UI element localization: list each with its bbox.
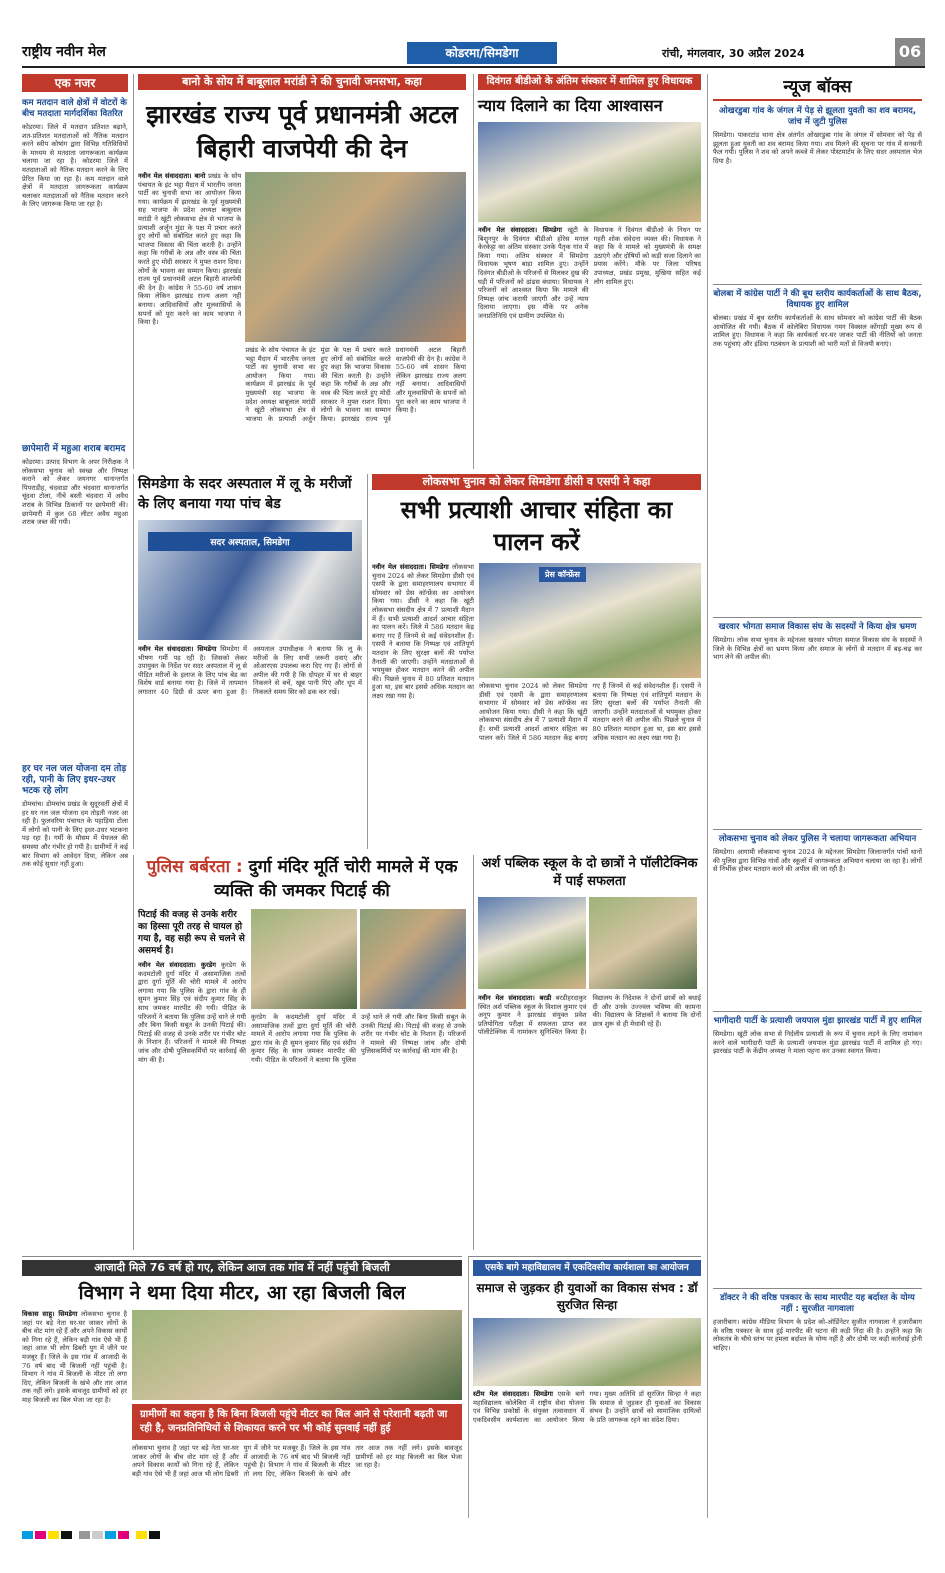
- article-youth: [468, 1256, 701, 1518]
- box-headline-1: ओखरडुबा गांव के जंगल में पेड़ से झूलता युवती का शव बरामद, जांच में जुटी पुलिस: [718, 106, 917, 127]
- issue-date: रांची, मंगलवार, 30 अप्रैल 2024: [662, 47, 805, 60]
- brief-headline-1: कम मतदान वाले क्षेत्रों में वोटरों के बीच मतदाता मार्गदर्शिका वितरित: [22, 98, 127, 119]
- box-text-6: हजारीबाग। कांग्रेस मीडिया विभाग के प्रदेश को-ऑर्डिनेटर सुजीत नागवाला ने हजारीबाग के वरिष्ठ पत्रकार के साथ हुई मारपीट की घटना की कड़ी निंदा की है। उन्होंने कहा कि लोकतंत्र के चौथे स्तंभ पर हमला बर्दाश्त के योग्य नहीं है और दोषी पर कड़ी कार्रवाई होनी चाहिए।: [713, 1318, 922, 1352]
- funeral-photo: [478, 122, 701, 222]
- press-banner: प्रेस कॉन्फ्रेंस: [539, 567, 586, 582]
- article-body: नवीन मेल संवाददाता। बरडी बरडीहरदाकुर स्थित अर्श पब्लिक स्कूल के विशाल कुमार एवं अनूप कुमार ने झारखंड संयुक्त प्रवेश प्रतियोगिता परीक्षा में सफलता प्राप्त कर पॉलीटेक्निक में नामांकन सुनिश्चित किया है। विद्यालय के निदेशक ने दोनों छात्रों को बधाई दी और उनके उज्ज्वल भविष्य की कामना की। विद्यालय के शिक्षकों ने बताया कि दोनों छात्र शुरू से ही मेधावी रहे हैं।: [478, 994, 701, 1037]
- pull-quote: पिटाई की वजह से उनके शरीर का हिस्सा पूरी तरह से घायल हो गया है, वह सही रूप से चलने से असमर्थ है।: [138, 910, 245, 956]
- article-body: स्टीम मेल संवाददाता। सिमडेगा एसके बागे महाविद्यालय कोलेबिरा में राष्ट्रीय सेवा योजना एवं विभिन्न प्रकोष्ठों के संयुक्त तत्वावधान में एकदिवसीय कार्यशाला का आयोजन किया गया। मुख्य अतिथि डॉ सुरजित सिन्हा ने कहा कि समाज से जुड़कर ही युवाओं का विकास संभव है। उन्होंने छात्रों को सामाजिक दायित्वों के प्रति जागरूक रहने का संदेश दिया।: [473, 1390, 701, 1424]
- villagers-photo: [132, 1310, 462, 1400]
- box-text-4: सिमडेगा। आगामी लोकसभा चुनाव 2024 के मद्देनजर सिमडेगा जिलान्तर्गत पांचों थानों की पुलिस द्वारा विभिन्न गांवों और स्कूलों में जागरूकता अभियान चलाया जा रहा है। लोगों से निर्भीक होकर मतदान करने की अपील की जा रही है।: [713, 848, 922, 874]
- article-hospital: [133, 474, 362, 849]
- article-bdo: [473, 74, 701, 469]
- article-headline: झारखंड राज्य पूर्व प्रधानमंत्री अटल बिहारी वाजपेयी की देन: [146, 100, 458, 163]
- headline-rest: दुर्गा मंदिर मूर्ति चोरी मामले में एक व्यक्ति की जमकर पिटाई की: [214, 857, 458, 901]
- article-body: नवीन मेल संवाददाता। सिमडेगा खूंटी के बिशुनपुर के दिवंगत बीडीओ होरेस मनाल केरकेट्टा का अंतिम संस्कार उनके पैतृक गांव में किया गया। अंतिम संस्कार में सिमडेगा विधायक भूषण बाड़ा शामिल हुए। उन्होंने दिवंगत बीडीओ के परिजनों से मिलकर दुख की घड़ी में परिजनों को ढांढस बंधाया। विधायक ने परिजनों को आश्वस्त किया कि मामले की निष्पक्ष जांच करायी जाएगी और उन्हें न्याय दिलाया जाएगा। इस मौके पर अनेक जनप्रतिनिधि एवं ग्रामीण उपस्थित थे।: [478, 226, 589, 320]
- box-headline-4: लोकसभा चुनाव को लेकर पुलिस ने चलाया जागरूकता अभियान: [718, 834, 917, 844]
- page-number: 06: [895, 38, 925, 66]
- article-body-continued: लोकसभा चुनाव है जहां पर बड़े नेता घर-घर जाकर लोगों के बीच वोट मांग रहे हैं और अपने विकास कार्यों को गिना रहे हैं, लेकिन बड़ी गांव ऐसे भी हैं जहां आज भी लोग ढिबरी युग में जीने पर मजबूर हैं। जिले के इस गांव में आजादी के 76 वर्ष बाद भी बिजली नहीं पहुंची है। विभाग ने गांव में बिजली के मीटर तो लगा दिए, लेकिन बिजली के खंभे और तार आज तक नहीं लगे। इसके बावजूद ग्रामीणों को हर माह बिजली का बिल भेजा जा रहा है।: [132, 1444, 462, 1478]
- article-headline: [138, 855, 466, 903]
- quote-box: ग्रामीणों का कहना है कि बिना बिजली पहुंचे मीटर का बिल आने से परेशानी बढ़ती जा रही है, जनप्रतिनिधियों से शिकायत करने पर भी कोई सुनवाई नहीं हुई: [132, 1404, 462, 1440]
- rally-photo: [245, 172, 466, 342]
- article-body: नवीन मेल संवाददाता। कुरडेग कुरडेग के कदमटोली दुर्गा मंदिर में असामाजिक तत्वों द्वारा दुर्गा मूर्ति की चोरी मामले में आरोप लगाया गया कि पुलिस के द्वारा गांव के ही सुमन कुमार सिंह एवं संदीप कुमार सिंह के साथ जमकर मारपीट की गयी। पीड़ित के परिजनों ने बताया कि पुलिस उन्हें थाने ले गयी और बिना किसी सबूत के उनकी पिटाई की। पिटाई की वजह से उनके शरीर पर गंभीर चोट के निशान हैं। परिजनों ने मामले की निष्पक्ष जांच और दोषी पुलिसकर्मियों पर कार्रवाई की मांग की है।: [138, 961, 246, 1064]
- victim-photo: [251, 909, 357, 1009]
- hospital-signboard: सदर अस्पताल, सिमडेगा: [148, 532, 352, 551]
- article-kicker: बानो के सोय में बाबूलाल मरांडी ने की चुनावी जनसभा, कहा: [138, 74, 466, 90]
- hospital-photo: [138, 520, 362, 640]
- masthead: [22, 38, 925, 68]
- brief-headline-3: हर घर नल जल योजना दम तोड़ रही, पानी के लिए इधर-उधर भटक रहे लोग: [22, 764, 127, 796]
- article-headline: अर्श पब्लिक स्कूल के दो छात्रों ने पॉलीटेक्निक में पाई सफलता: [481, 856, 698, 889]
- article-headline: सभी प्रत्याशी आचार संहिता का पालन करें: [400, 496, 673, 556]
- article-kicker: एसके बागे महाविद्यालय में एकदिवसीय कार्यशाला का आयोजन: [473, 1260, 701, 1276]
- brief-text-2: कोडरमा। उत्पाद विभाग के अपर निरीक्षक ने लोकसभा चुनाव को स्वच्छ और निष्पक्ष कराने को लेकर जयनगर थानान्तर्गत पिपराडीह, चंदवाडा और चंदवारा थानान्तर्गत चूंदवा टोला, नीचे बस्ती चंदवारा में अवैध शराब के विभिन्न ठिकानों पर छापेमारी की। छापेमारी में कुल 68 लीटर अवैध महुआ शराब जब्त की गयी।: [22, 458, 128, 527]
- article-code-of-conduct: [367, 474, 701, 849]
- article-kicker: दिवंगत बीडीओ के अंतिम संस्कार में शामिल हुए विधायक: [478, 74, 701, 90]
- article-headline: विभाग ने थमा दिया मीटर, आ रहा बिजली बिल: [78, 1282, 406, 1304]
- box-headline-3: खरवार भोगता समाज विकास संघ के सदस्यों ने किया क्षेत्र भ्रमण: [718, 622, 917, 632]
- article-byline: नवीन मेल संवाददाता। बानो: [138, 172, 206, 180]
- article-headline: समाज से जुड़कर ही युवाओं का विकास संभव : डॉ सुरजित सिन्हा: [476, 1281, 698, 1312]
- news-box-column: [707, 74, 922, 1518]
- box-headline-2: बोलबा में कांग्रेस पार्टी ने की बूथ स्तरीय कार्यकर्ताओं के साथ बैठक, विधायक हुए शामिल: [713, 289, 922, 310]
- article-body-continued: विधायक ने दिवंगत बीडीओ के निधन पर गहरी शोक संवेदना व्यक्त की। विधायक ने कहा कि वे मामले को मुख्यमंत्री के समक्ष उठाएंगे और दोषियों को कड़ी सजा दिलाने का प्रयास करेंगे। मौके पर जिला परिषद उपाध्यक्ष, प्रखंड प्रमुख, मुखिया सहित कई लोग शामिल हुए।: [593, 226, 701, 286]
- article-electricity: [22, 1256, 462, 1518]
- article-body-continued: कुरडेग के कदमटोली दुर्गा मंदिर में असामाजिक तत्वों द्वारा दुर्गा मूर्ति की चोरी मामले में आरोप लगाया गया कि पुलिस के द्वारा गांव के ही सुमन कुमार सिंह एवं संदीप कुमार सिंह के साथ जमकर मारपीट की गयी। पीड़ित के परिजनों ने बताया कि पुलिस उन्हें थाने ले गयी और बिना किसी सबूत के उनकी पिटाई की। पिटाई की वजह से उनके शरीर पर गंभीर चोट के निशान हैं। परिजनों ने मामले की निष्पक्ष जांच और दोषी पुलिसकर्मियों पर कार्रवाई की मांग की है।: [251, 1013, 466, 1064]
- news-box-title: न्यूज बॉक्स: [783, 77, 852, 97]
- article-vajpayee: [133, 74, 466, 469]
- brief-text-1: कोडरमा। जिले में मतदान प्रतिशत बढ़ाने, शत-प्रतिशत मतदाताओं को नैतिक मतदान करने स्वीप कोषांग द्वारा विभिन्न गतिविधियों के माध्यम से मतदाता जागरूकता कार्यक्रम चलाया जा रहा है। कोडरमा जिले में मतदाताओं को नैतिक मतदान करने के लिए प्रेरित किया जा रहा है। कम मतदान वाले क्षेत्रों में मतदाता जागरूकता कार्यक्रम चलाकर मतदाताओं को नैतिक मतदान करने के लिए जागरूक किया जा रहा है।: [22, 123, 128, 209]
- brief-headline-2: छापेमारी में महुआ शराब बरामद: [22, 444, 126, 454]
- press-conference-photo: [479, 563, 701, 678]
- box-text-2: बोलबा। प्रखंड में बूथ स्तरीय कार्यकर्ताओं के साथ सोमवार को कांग्रेस पार्टी की बैठक आयोजित की गयी। बैठक में कोलेबिरा विधायक नमन विक्सल कोंगाड़ी मुख्य रूप से शामिल हुए। विधायक ने कहा कि कार्यकर्ता घर-घर जाकर पार्टी की नीतियों को जनता तक पहुंचाएं और इंडिया गठबंधन के प्रत्याशी को भारी मतों से विजयी बनाएं।: [713, 314, 922, 348]
- article-body: विकास साहू। सिमडेगा लोकसभा चुनाव है जहां पर बड़े नेता घर-घर जाकर लोगों के बीच वोट मांग रहे हैं और अपने विकास कार्यों को गिना रहे हैं, लेकिन बड़ी गांव ऐसे भी हैं जहां आज भी लोग ढिबरी युग में जीने पर मजबूर हैं। जिले के इस गांव में आजादी के 76 वर्ष बाद भी बिजली नहीं पहुंची है। विभाग ने गांव में बिजली के मीटर तो लगा दिए, लेकिन बिजली के खंभे और तार आज तक नहीं लगे। इसके बावजूद ग्रामीणों को हर माह बिजली का बिल भेजा जा रहा है।: [22, 1310, 127, 1404]
- student-photo-1: [478, 897, 586, 989]
- box-text-1: सिमडेगा। पाकरटांड थाना क्षेत्र अंतर्गत ओखरडुबा गांव के जंगल में सोमवार को पेड़ से झूलता हुआ युवती का शव बरामद किया गया। शव मिलने की सूचना पर गांव में सनसनी फैल गयी। पुलिस ने शव को अपने कब्जे में लेकर पोस्टमार्टम के लिए सदर अस्पताल भेज दिया है।: [713, 131, 922, 165]
- newspaper-brand: राष्ट्रीय नवीन मेल: [22, 44, 106, 60]
- box-text-3: सिमडेगा। लोक सभा चुनाव के मद्देनजर खरवार भोगता समाज विकास संघ के सदस्यों ने जिले के विभिन्न क्षेत्रों का भ्रमण किया और समाज के लोगों से मतदान में बढ़-चढ़ कर भाग लेने की अपील की।: [713, 636, 922, 662]
- article-body-continued: प्रखंड के सोय पंचायत के इंट भट्ठा मैदान में भारतीय जनता पार्टी का चुनावी सभा का आयोजन किया गया। कार्यक्रम में झारखंड के पूर्व मुख्यमंत्री सह भाजपा के प्रदेश अध्यक्ष बाबूलाल मरांडी ने खूंटी लोकसभा क्षेत्र से भाजपा के प्रत्याशी अर्जुन मुंडा के पक्ष में प्रचार करते हुए लोगों को संबोधित करते हुए कहा कि भाजपा विकास की चिंता करती है। उन्होंने कहा कि गरीबों के अन्न और वस्त्र की चिंता करते हुए मोदी सरकार ने मुफ्त राशन दिया। लोगों के भावना का सम्मान किया। झारखंड राज्य पूर्व प्रधानमंत्री अटल बिहारी वाजपेयी की देन है। कांग्रेस ने 55-60 वर्ष शासन किया लेकिन झारखंड राज्य अलग नहीं बनाया। आदिवासियों और मूलवासियों के सपनों को पूरा करने का काम भाजपा ने किया है।: [245, 346, 466, 423]
- box-text-5: सिमडेगा। खूंटी लोक सभा से निर्दलीय प्रत्याशी के रूप में चुनाव लड़ने के लिए नामांकन करने वाले भागीदारी पार्टी के प्रत्याशी जयपाल मुंडा झारखंड पार्टी में शामिल हो गए। झारखंड पार्टी के केंद्रीय अध्यक्ष ने माला पहना कर उनका स्वागत किया।: [713, 1030, 922, 1056]
- article-police: [133, 855, 466, 1250]
- print-color-bar: [22, 1524, 922, 1534]
- workshop-photo: [473, 1318, 701, 1386]
- section-label: कोडरमा/सिमडेगा: [407, 42, 557, 64]
- ek-nazar-label: एक नजर: [22, 74, 128, 92]
- article-body: नवीन मेल संवाददाता। सिमडेगा लोकसभा चुनाव 2024 को लेकर सिमडेगा डीसी एवं एसपी के द्वारा समाहरणालय सभागार में सोमवार को प्रेस कॉन्फ्रेंस का आयोजन किया गया। डीसी ने कहा कि खूंटी लोकसभा संसदीय क्षेत्र में 7 प्रत्याशी मैदान में हैं। सभी प्रत्याशी आदर्श आचार संहिता का पालन करें। जिले में 586 मतदान केंद्र बनाए गए हैं जिनमें से कई संवेदनशील हैं। एसपी ने बताया कि निष्पक्ष एवं शांतिपूर्ण मतदान के लिए सुरक्षा बलों की पर्याप्त तैनाती की जाएगी। उन्होंने मतदाताओं से भयमुक्त होकर मतदान करने की अपील की। पिछले चुनाव में 80 प्रतिशत मतदान हुआ था, इस बार इससे अधिक मतदान का लक्ष्य रखा गया है।: [372, 563, 474, 700]
- temple-photo: [360, 909, 466, 1009]
- headline-prefix: पुलिस बर्बरता :: [146, 857, 243, 877]
- article-body: नवीन मेल संवाददाता। बानो प्रखंड के सोय पंचायत के इंट भट्ठा मैदान में भारतीय जनता पार्टी का चुनावी सभा का आयोजन किया गया। कार्यक्रम में झारखंड के पूर्व मुख्यमंत्री सह भाजपा के प्रदेश अध्यक्ष बाबूलाल मरांडी ने खूंटी लोकसभा क्षेत्र से भाजपा के प्रत्याशी अर्जुन मुंडा के पक्ष में प्रचार करते हुए लोगों को संबोधित करते हुए कहा कि भाजपा विकास की चिंता करती है। उन्होंने कहा कि गरीबों के अन्न और वस्त्र की चिंता करते हुए मोदी सरकार ने मुफ्त राशन दिया। लोगों के भावना का सम्मान किया। झारखंड राज्य पूर्व प्रधानमंत्री अटल बिहारी वाजपेयी की देन है। कांग्रेस ने 55-60 वर्ष शासन किया लेकिन झारखंड राज्य अलग नहीं बनाया। आदिवासियों और मूलवासियों के सपनों को पूरा करने का काम भाजपा ने किया है।: [138, 172, 242, 327]
- article-kicker: लोकसभा चुनाव को लेकर सिमडेगा डीसी व एसपी ने कहा: [372, 474, 701, 490]
- article-body-continued: लोकसभा चुनाव 2024 को लेकर सिमडेगा डीसी एवं एसपी के द्वारा समाहरणालय सभागार में सोमवार को प्रेस कॉन्फ्रेंस का आयोजन किया गया। डीसी ने कहा कि खूंटी लोकसभा संसदीय क्षेत्र में 7 प्रत्याशी मैदान में हैं। सभी प्रत्याशी आदर्श आचार संहिता का पालन करें। जिले में 586 मतदान केंद्र बनाए गए हैं जिनमें से कई संवेदनशील हैं। एसपी ने बताया कि निष्पक्ष एवं शांतिपूर्ण मतदान के लिए सुरक्षा बलों की पर्याप्त तैनाती की जाएगी। उन्होंने मतदाताओं से भयमुक्त होकर मतदान करने की अपील की। पिछले चुनाव में 80 प्रतिशत मतदान हुआ था, इस बार इससे अधिक मतदान का लक्ष्य रखा गया है।: [479, 682, 701, 742]
- box-headline-5: भागीदारी पार्टी के प्रत्याशी जयपाल मुंडा झारखंड पार्टी में हुए शामिल: [713, 1016, 922, 1026]
- news-box-header: [713, 74, 922, 101]
- box-headline-6: डॉक्टर ने की वरिष्ठ पत्रकार के साथ मारपीट यह बर्दाश्त के योग्य नहीं : सुरजीत नागवाला: [720, 1293, 915, 1314]
- article-school: [473, 855, 701, 1250]
- article-headline: सिमडेगा के सदर अस्पताल में लू के मरीजों के लिए बनाया गया पांच बेड: [138, 476, 352, 512]
- brief-text-3: डोमचांच। डोमचांच प्रखंड के सुदूरवर्ती क्षेत्रों में हर घर नल जल योजना दम तोड़ती नजर आ रही है। फुलवरिया पंचायत के पहाड़िया टोला में लोगों को पानी के लिए इधर-उधर भटकना पड़ रहा है। गर्मी के मौसम में पेयजल की समस्या और गंभीर हो गयी है। ग्रामीणों ने कई बार विभाग को आवेदन दिया, लेकिन अब तक कोई सुधार नहीं हुआ।: [22, 800, 128, 869]
- article-kicker: आजादी मिले 76 वर्ष हो गए, लेकिन आज तक गांव में नहीं पहुंची बिजली: [22, 1260, 462, 1276]
- student-photo-2: [589, 897, 697, 989]
- article-headline: न्याय दिलाने का दिया आश्वासन: [478, 96, 663, 115]
- article-body: नवीन मेल संवाददाता। सिमडेगा सिमडेगा में भीषण गर्मी पड़ रही है। जिसको लेकर उपायुक्त के निर्देश पर सदर अस्पताल में लू से पीड़ित मरीजों के इलाज के लिए पांच बेड का विशेष वार्ड बनाया गया है। जिले में तापमान लगातार 40 डिग्री से ऊपर बना हुआ है। अस्पताल उपाधीक्षक ने बताया कि लू के मरीजों के लिए सभी जरूरी दवाएं और ओआरएस उपलब्ध करा दिए गए हैं। लोगों से अपील की गयी है कि दोपहर में घर से बाहर निकलने से बचें, खूब पानी पिएं और धूप में निकलते समय सिर को ढक कर रखें।: [138, 645, 362, 696]
